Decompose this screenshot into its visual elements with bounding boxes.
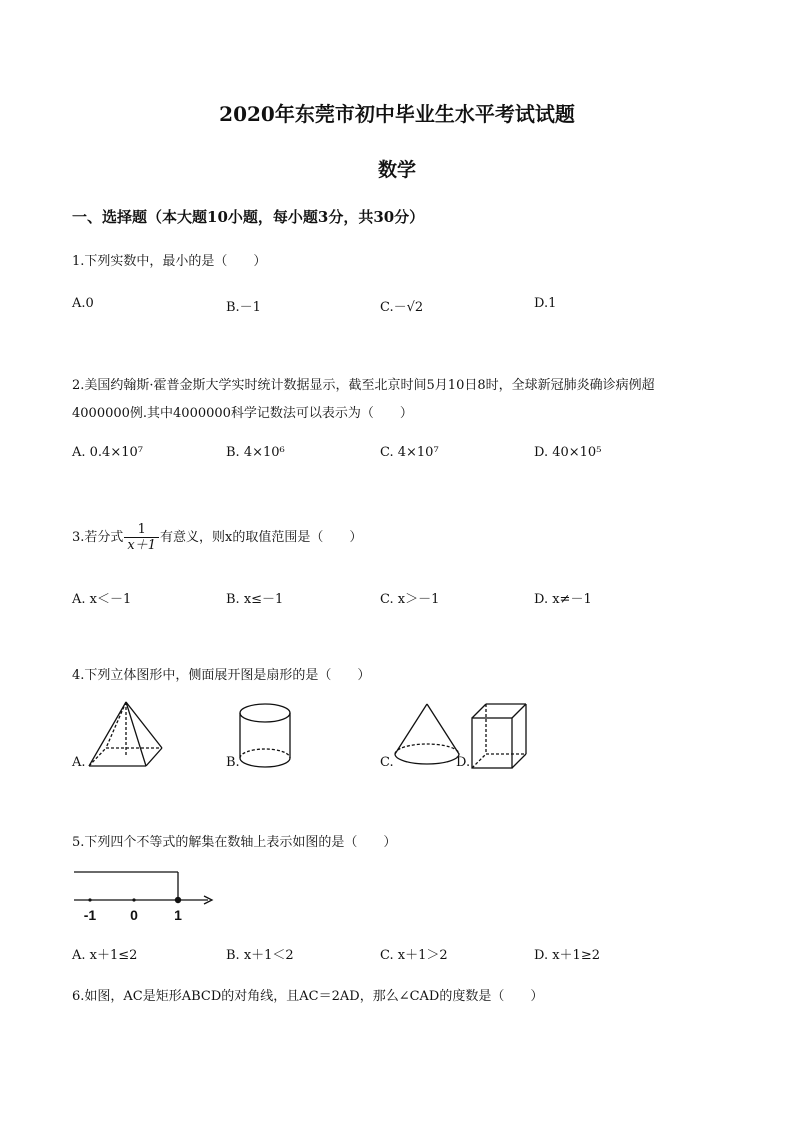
axis-label-1: 1 bbox=[174, 907, 182, 923]
q3-option-b: B. x≤－1 bbox=[226, 592, 284, 607]
q3-stem-prefix: 3.若分式 bbox=[72, 530, 124, 545]
q3-option-d: D. x≠－1 bbox=[534, 592, 592, 607]
question-3-stem bbox=[72, 522, 362, 553]
q3-fraction-numerator: 1 bbox=[124, 522, 159, 538]
q3-option-a: A. x＜－1 bbox=[72, 592, 132, 607]
q2-option-b: B. 4×10⁶ bbox=[226, 445, 285, 460]
q5-option-c: C. x＋1＞2 bbox=[380, 948, 448, 963]
q1-option-c: C.－√2 bbox=[380, 300, 424, 315]
axis-label-minus1: -1 bbox=[83, 907, 97, 923]
q5-option-a: A. x＋1≤2 bbox=[72, 948, 138, 963]
q3-fraction bbox=[124, 522, 159, 553]
q4-option-c: C. bbox=[380, 755, 394, 770]
number-line bbox=[72, 868, 222, 924]
q2-option-d: D. 40×10⁵ bbox=[534, 445, 602, 460]
q3-stem-suffix: 有意义，则x的取值范围是（ ） bbox=[160, 530, 363, 545]
subject-heading: 数学 bbox=[377, 159, 416, 181]
q4-option-d: D. bbox=[456, 755, 471, 770]
q4-option-a: A. bbox=[72, 755, 86, 770]
page-title: 2020年东莞市初中毕业生水平考试试题 bbox=[219, 102, 575, 126]
cylinder-icon bbox=[238, 702, 294, 770]
q1-option-b: B.－1 bbox=[226, 300, 261, 315]
q2-option-a: A. 0.4×10⁷ bbox=[72, 445, 143, 460]
question-1-stem: 1.下列实数中，最小的是（ ） bbox=[72, 254, 267, 269]
q4-option-b: B. bbox=[226, 755, 240, 770]
axis-label-0: 0 bbox=[130, 907, 138, 923]
question-4-stem: 4.下列立体图形中，侧面展开图是扇形的是（ ） bbox=[72, 668, 371, 683]
q5-option-b: B. x＋1＜2 bbox=[226, 948, 294, 963]
cone-icon bbox=[392, 702, 462, 772]
question-2-stem-line1: 2.美国约翰斯·霍普金斯大学实时统计数据显示，截至北京时间5月10日8时，全球新冠肺炎确诊病例超 bbox=[72, 378, 655, 393]
question-5-stem: 5.下列四个不等式的解集在数轴上表示如图的是（ ） bbox=[72, 835, 397, 850]
question-2-stem-line2: 4000000例.其中4000000科学记数法可以表示为（ ） bbox=[72, 406, 413, 421]
section-heading: 一、选择题（本大题10小题，每小题3分，共30分） bbox=[72, 208, 425, 226]
q3-fraction-denominator: x＋1 bbox=[127, 538, 157, 553]
q2-option-c: C. 4×10⁷ bbox=[380, 445, 439, 460]
question-6-stem: 6.如图，AC是矩形ABCD的对角线，且AC＝2AD，那么∠CAD的度数是（ ） bbox=[72, 989, 544, 1004]
pyramid-icon bbox=[86, 700, 166, 770]
cube-icon bbox=[470, 702, 530, 772]
q5-option-d: D. x＋1≥2 bbox=[534, 948, 600, 963]
q1-option-a: A.0 bbox=[72, 296, 94, 311]
q1-option-d: D.1 bbox=[534, 296, 557, 311]
q3-option-c: C. x＞－1 bbox=[380, 592, 440, 607]
